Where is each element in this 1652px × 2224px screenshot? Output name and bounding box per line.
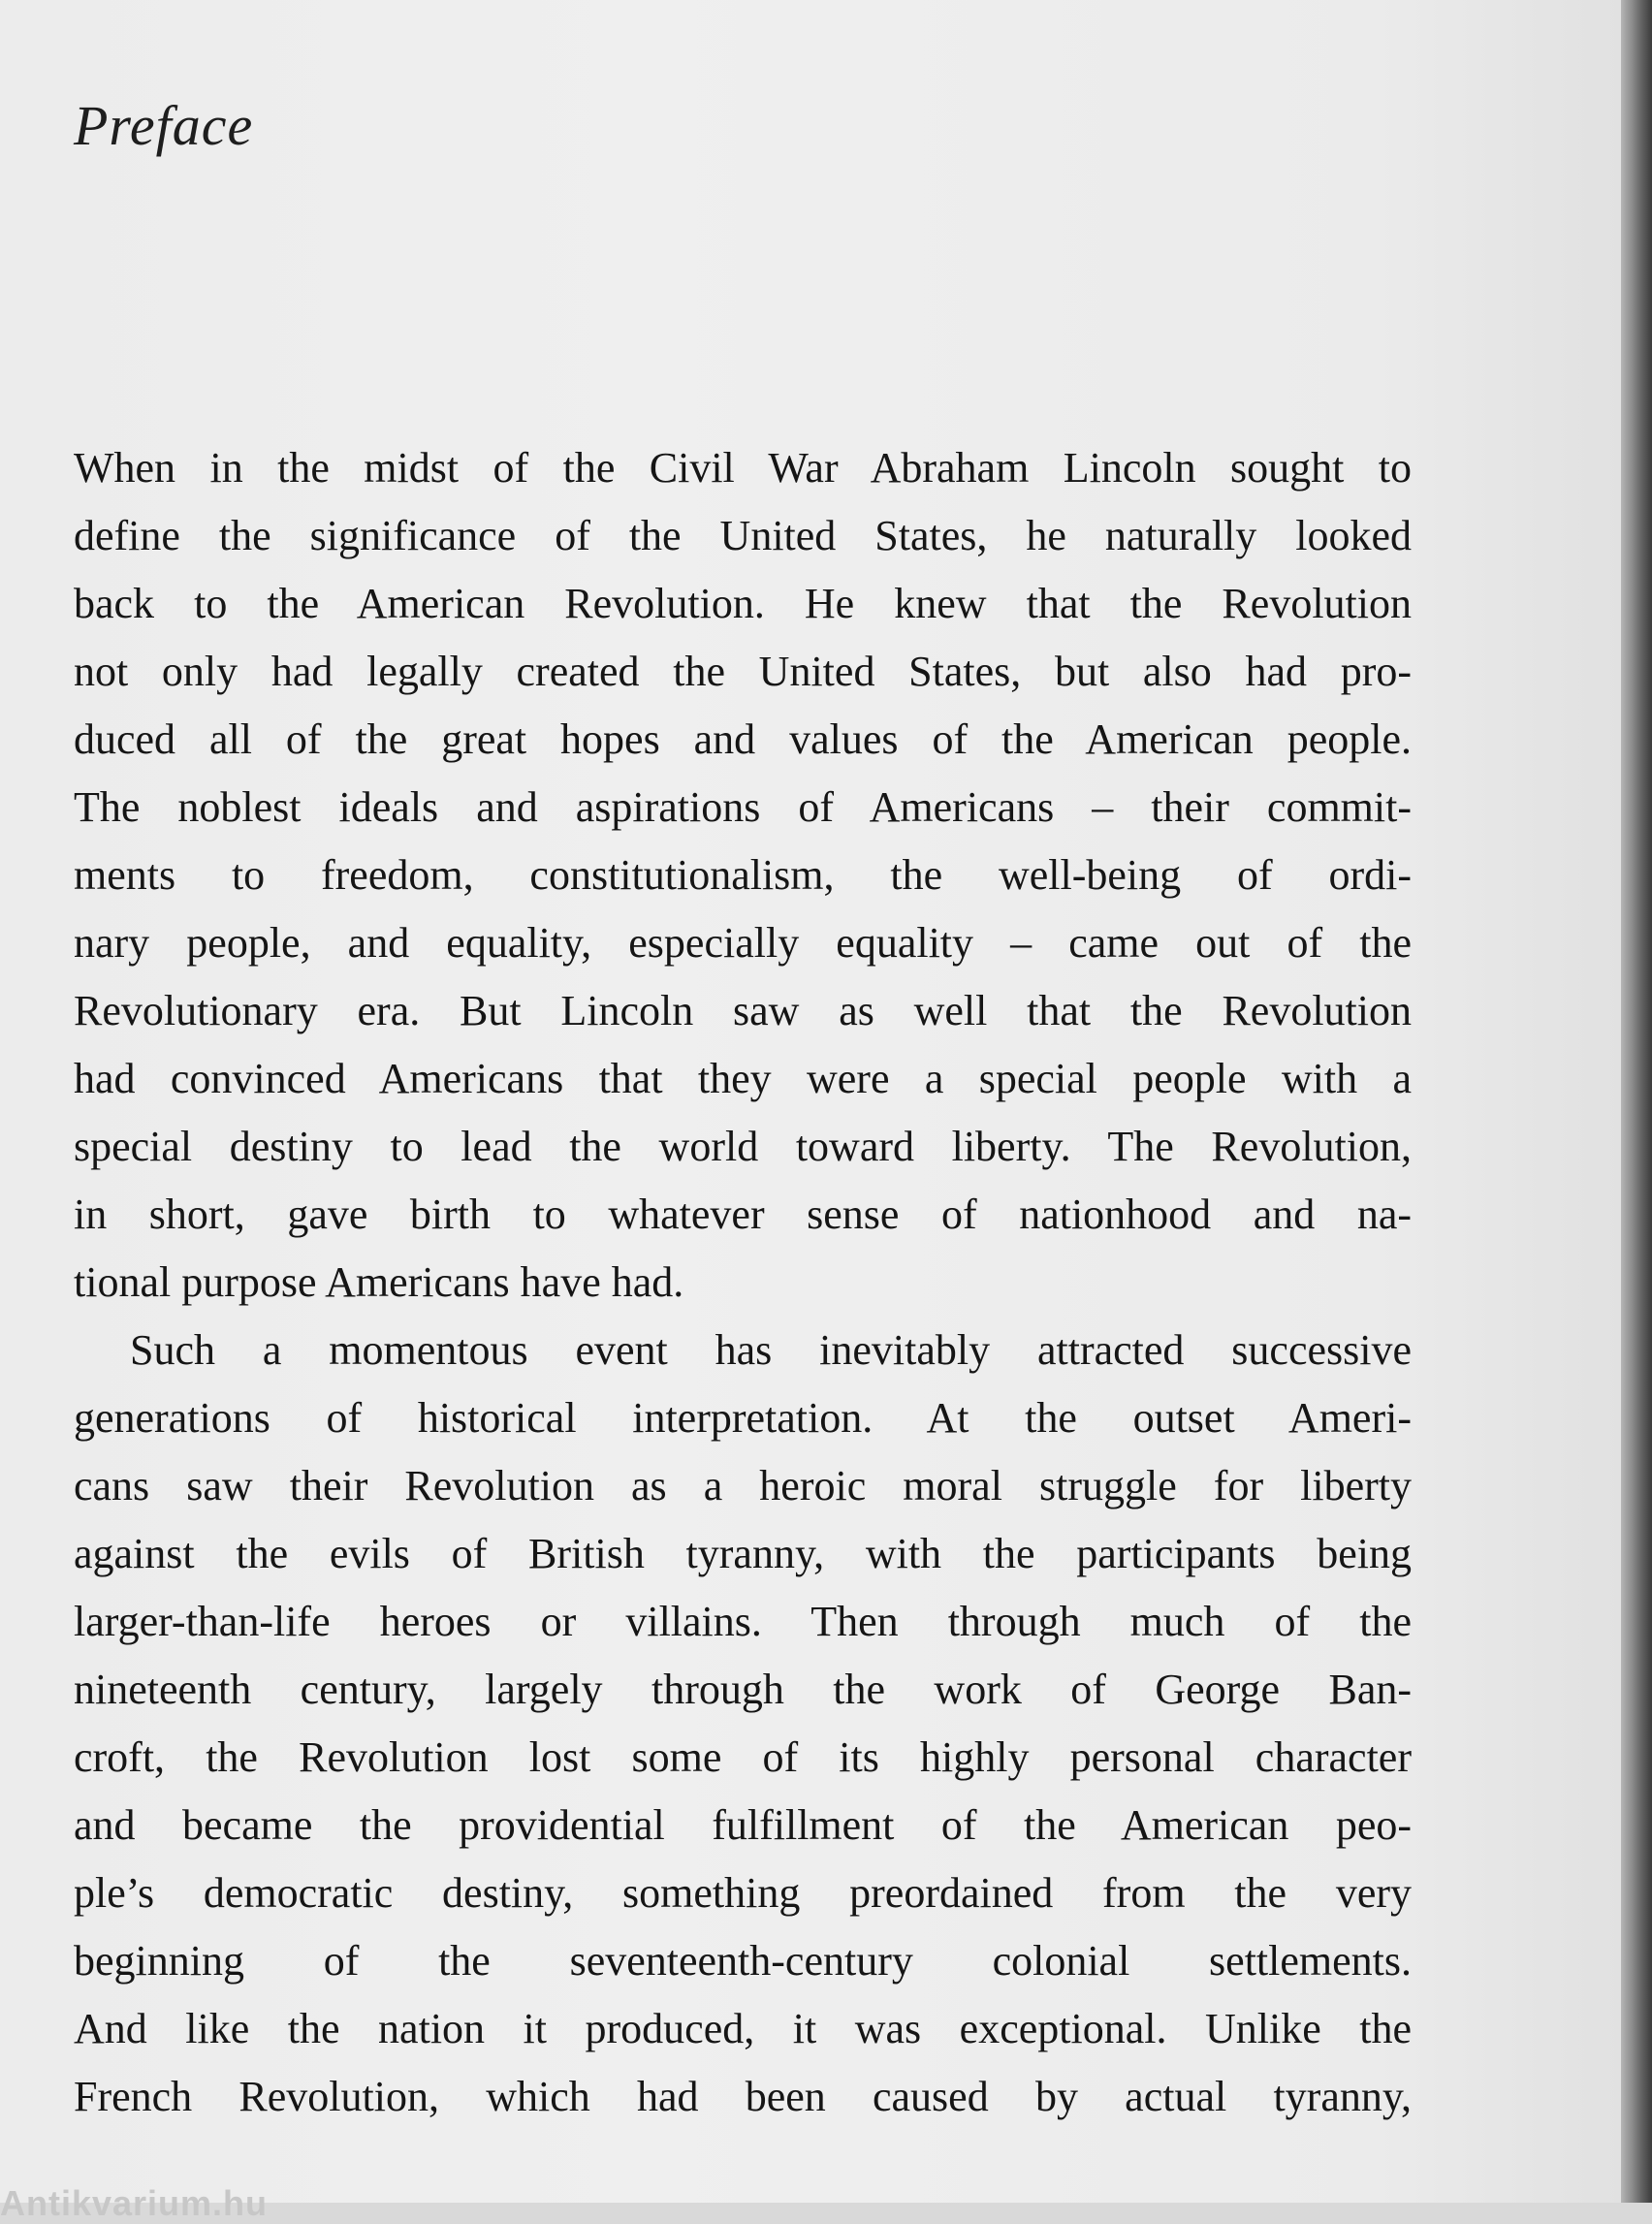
text-line: had convinced Americans that they were a special people with a — [74, 1055, 1412, 1102]
body-text — [74, 434, 1412, 2131]
text-line: Revolutionary era. But Lincoln saw as well that the Revolution — [74, 987, 1412, 1034]
text-line: French Revolution, which had been caused by actual tyranny, — [74, 2073, 1412, 2120]
text-line: nary people, and equality, especially equality – came out of the — [74, 919, 1412, 967]
text-line: cans saw their Revolution as a heroic moral struggle for liberty — [74, 1462, 1412, 1509]
text-line: generations of historical interpretation. At the outset Ameri- — [74, 1394, 1412, 1442]
text-line: duced all of the great hopes and values of the American people. — [74, 715, 1412, 763]
text-line: tional purpose Americans have had. — [74, 1258, 684, 1306]
text-line: against the evils of British tyranny, with the participants being — [74, 1530, 1412, 1577]
text-line: croft, the Revolution lost some of its highly personal character — [74, 1733, 1412, 1781]
page-edge — [1621, 0, 1652, 2203]
text-line: larger-than-life heroes or villains. Then through much of the — [74, 1598, 1412, 1645]
page-heading: Preface — [74, 94, 254, 157]
text-line: not only had legally created the United States, but also had pro- — [74, 648, 1412, 695]
text-line: ments to freedom, constitutionalism, the well-being of ordi- — [74, 851, 1412, 899]
text-line: The noblest ideals and aspirations of Americans – their commit- — [74, 783, 1412, 831]
text-line: When in the midst of the Civil War Abraham Lincoln sought to — [74, 444, 1412, 492]
text-line: and became the providential fulfillment of the American peo- — [74, 1801, 1412, 1849]
text-line: back to the American Revolution. He knew that the Revolution — [74, 580, 1412, 627]
text-line: ple’s democratic destiny, something preordained from the very — [74, 1869, 1412, 1917]
text-line: Such a momentous event has inevitably attracted successive — [130, 1326, 1412, 1374]
text-line: in short, gave birth to whatever sense of nationhood and na- — [74, 1191, 1412, 1238]
text-line: And like the nation it produced, it was exceptional. Unlike the — [74, 2005, 1412, 2052]
text-line: nineteenth century, largely through the work of George Ban- — [74, 1666, 1412, 1713]
watermark: Antikvarium.hu — [0, 2183, 269, 2223]
text-line: define the significance of the United States, he naturally looked — [74, 512, 1412, 559]
text-line: special destiny to lead the world toward liberty. The Revolution, — [74, 1123, 1412, 1170]
text-line: beginning of the seventeenth-century colonial settlements. — [74, 1937, 1412, 1985]
